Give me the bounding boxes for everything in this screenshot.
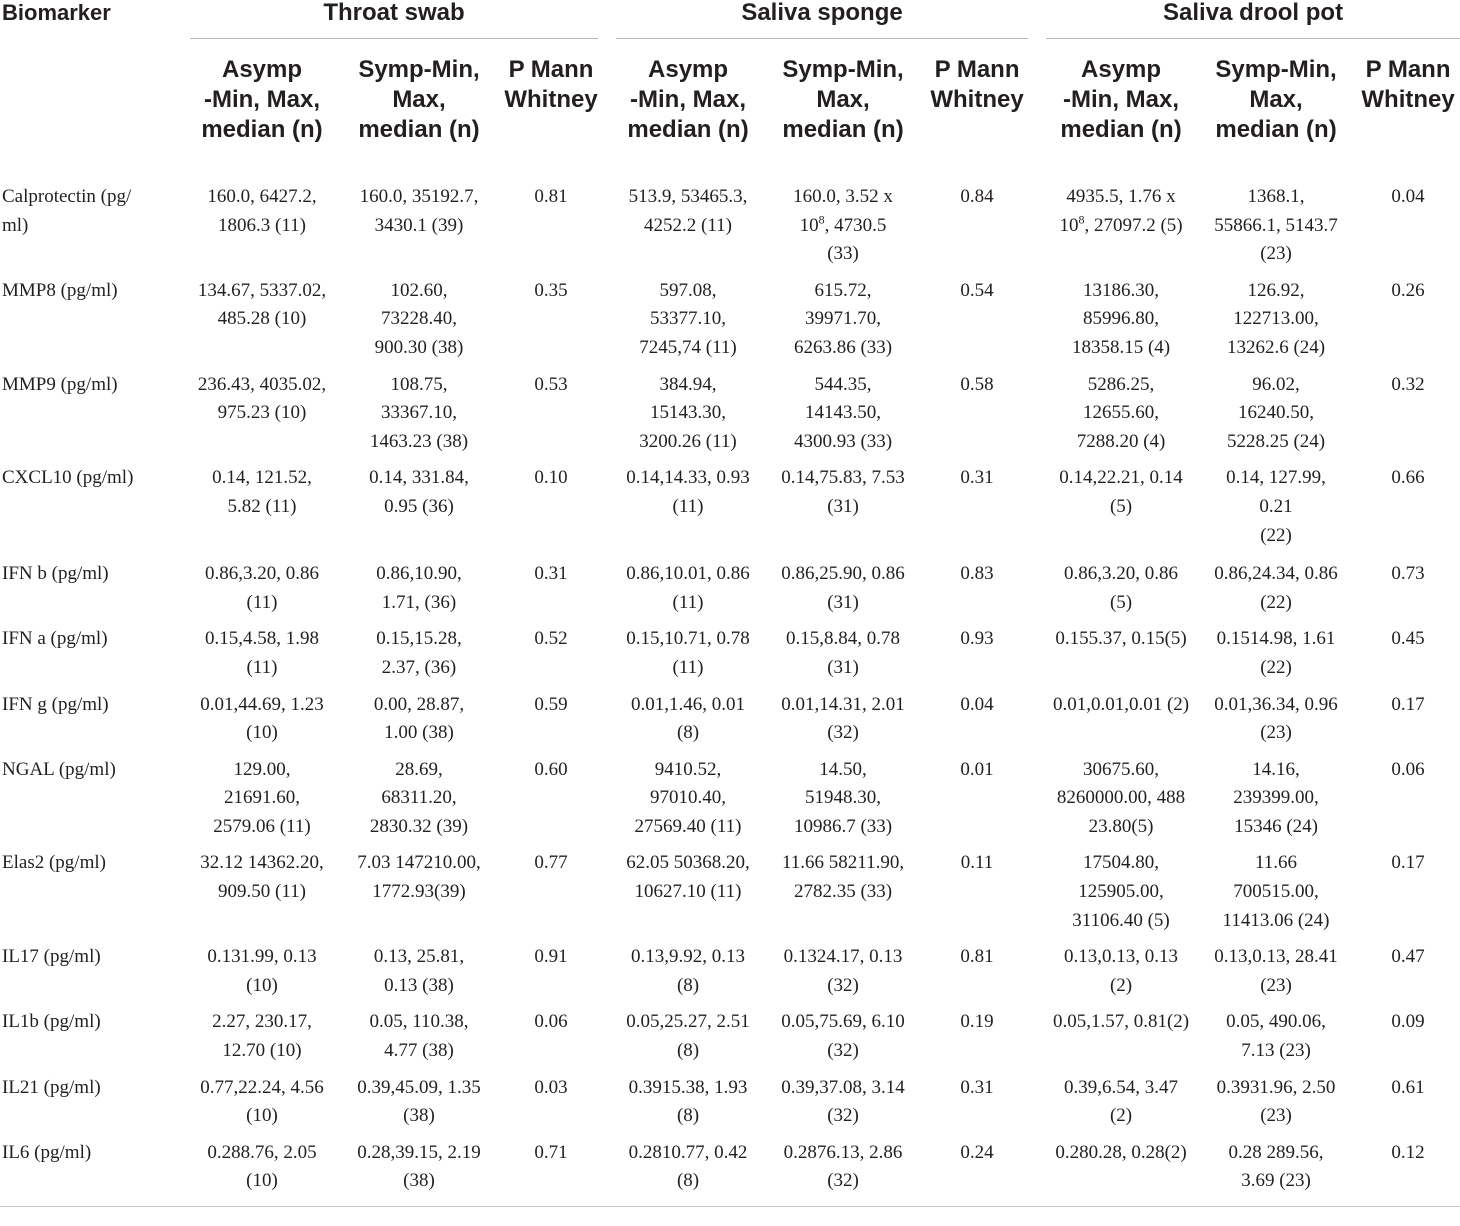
asymp-value: 134.67, 5337.02, 485.28 (10): [197, 279, 327, 330]
table-header: [0, 0, 1460, 165]
p-value: 0.61: [1391, 1076, 1425, 1098]
symp-value: 0.01,14.31, 2.01 (32): [781, 693, 905, 744]
symp-value: 0.1324.17, 0.13 (32): [783, 946, 903, 996]
symp-value: 96.02, 16240.50, 5228.25 (24): [1226, 373, 1326, 452]
asymp-value: 0.13,9.92, 0.13 (8): [631, 946, 746, 996]
symp-value: 0.1514.98, 1.61 (22): [1216, 628, 1336, 678]
p-value: 0.59: [534, 693, 568, 715]
asymp-value: 2.27, 230.17, 12.70 (10): [212, 1011, 312, 1062]
header-asymp: Asymp -Min, Max, median (n): [201, 56, 323, 143]
symp-value: 28.69, 68311.20, 2830.32 (39): [369, 758, 469, 837]
asymp-value: 13186.30, 85996.80, 18358.15 (4): [1071, 279, 1171, 358]
symp-value: 14.16, 239399.00, 15346 (24): [1233, 758, 1319, 837]
group-gap: [1028, 1139, 1046, 1207]
header-asymp: Asymp -Min, Max, median (n): [627, 56, 749, 143]
asymp-value: 17504.80, 125905.00, 31106.40 (5): [1072, 852, 1170, 931]
biomarker-name: Calprotectin (pg/ ml): [2, 186, 132, 236]
header-p-mann-whitney: P Mann Whitney: [504, 56, 598, 113]
asymp-value: 9410.52, 97010.40, 27569.40 (11): [634, 758, 742, 837]
p-value: 0.53: [534, 373, 568, 395]
group-gap: [598, 371, 616, 465]
symp-value: 102.60, 73228.40, 900.30 (38): [374, 279, 464, 358]
asymp-value: 236.43, 4035.02, 975.23 (10): [197, 373, 327, 424]
asymp-value: 30675.60, 8260000.00, 488 23.80(5): [1056, 758, 1186, 837]
asymp-value: 0.05,1.57, 0.81(2): [1052, 1011, 1190, 1033]
biomarker-name: IFN b (pg/ml): [2, 563, 109, 585]
group-throat-swab: Throat swab: [190, 0, 598, 39]
asymp-value: 597.08, 53377.10, 7245,74 (11): [639, 279, 737, 358]
symp-value: 0.15,15.28, 2.37, (36): [376, 628, 462, 678]
group-gap: [1028, 625, 1046, 690]
table-row: [0, 1139, 1460, 1207]
table-row: [0, 1074, 1460, 1139]
group-gap: [598, 1074, 616, 1139]
symp-value: 0.86,24.34, 0.86 (22): [1214, 563, 1338, 613]
p-value: 0.93: [960, 628, 994, 650]
asymp-value: 0.13,0.13, 0.13 (2): [1064, 946, 1179, 996]
p-value: 0.31: [534, 563, 568, 585]
biomarker-name: IL6 (pg/ml): [0, 1139, 190, 1207]
header-p-mann-whitney: P Mann Whitney: [1361, 56, 1455, 113]
asymp-value: 0.2810.77, 0.42 (8): [616, 1139, 760, 1207]
asymp-value: 0.14, 121.52, 5.82 (11): [212, 467, 312, 517]
group-gap: [1028, 464, 1046, 560]
p-value: 0.01: [960, 758, 994, 780]
table-row: [0, 464, 1460, 560]
p-value: 0.31: [960, 1076, 994, 1098]
symp-value: 615.72, 39971.70, 6263.86 (33): [793, 279, 893, 358]
p-value: 0.19: [960, 1011, 994, 1033]
p-value: 0.73: [1391, 563, 1425, 585]
biomarker-name: IL1b (pg/ml): [2, 1011, 101, 1033]
p-value: 0.52: [534, 628, 568, 650]
table-row: [0, 943, 1460, 1008]
header-biomarker: Biomarker: [2, 0, 111, 25]
symp-value: 0.39,45.09, 1.35 (38): [357, 1076, 481, 1127]
asymp-value: 0.15,10.71, 0.78 (11): [626, 628, 750, 678]
header-p-mann-whitney: P Mann Whitney: [930, 56, 1024, 113]
group-gap: [598, 39, 616, 166]
group-gap: [598, 943, 616, 1008]
symp-value: 0.05, 110.38, 4.77 (38): [369, 1011, 469, 1062]
asymp-value: 0.86,3.20, 0.86 (11): [205, 563, 319, 613]
p-value: 0.60: [534, 758, 568, 780]
group-gap: [1028, 0, 1046, 39]
symp-value: 14.50, 51948.30, 10986.7 (33): [793, 758, 893, 837]
asymp-value: 0.86,10.01, 0.86 (11): [626, 563, 750, 613]
asymp-value: 129.00, 21691.60, 2579.06 (11): [213, 758, 311, 837]
symp-value: 0.14, 331.84, 0.95 (36): [369, 467, 469, 517]
header-symp: Symp-Min, Max, median (n): [1215, 56, 1337, 143]
asymp-value: 0.77,22.24, 4.56 (10): [200, 1076, 324, 1127]
p-value: 0.31: [960, 467, 994, 489]
symp-value: 0.14,75.83, 7.53 (31): [781, 467, 905, 517]
p-value: 0.83: [960, 563, 994, 585]
header-symp: Symp-Min, Max, median (n): [358, 56, 480, 143]
biomarker-name: MMP9 (pg/ml): [2, 373, 118, 395]
symp-value: 0.13, 25.81, 0.13 (38): [373, 946, 465, 996]
symp-value: 0.86,25.90, 0.86 (31): [781, 563, 905, 613]
p-value: 0.77: [534, 852, 568, 874]
group-gap: [1028, 1008, 1046, 1073]
p-value: 0.26: [1391, 279, 1425, 301]
biomarker-name: IFN a (pg/ml): [2, 628, 108, 650]
table-row: [0, 371, 1460, 465]
p-value: 0.81: [960, 946, 994, 968]
symp-value: 11.66 700515.00, 11413.06 (24): [1222, 852, 1330, 931]
p-value: 0.91: [534, 946, 568, 968]
biomarker-name: IL21 (pg/ml): [2, 1076, 101, 1098]
asymp-value: 0.14,14.33, 0.93 (11): [626, 467, 750, 517]
p-value: 0.06: [534, 1011, 568, 1033]
asymp-value: 0.155.37, 0.15(5): [1055, 628, 1187, 650]
symp-value: 108.75, 33367.10, 1463.23 (38): [369, 373, 469, 452]
group-gap: [1028, 756, 1046, 850]
table-row: [0, 165, 1460, 277]
asymp-value: 0.288.76, 2.05 (10): [190, 1139, 334, 1207]
symp-value: 0.05,75.69, 6.10 (32): [781, 1011, 905, 1062]
symp-value: 0.05, 490.06, 7.13 (23): [1226, 1011, 1326, 1062]
p-value: 0.81: [534, 186, 568, 207]
group-saliva-sponge: Saliva sponge: [616, 0, 1028, 39]
table-body: [0, 165, 1460, 1207]
biomarker-name: NGAL (pg/ml): [2, 758, 116, 780]
asymp-value: 0.01,0.01,0.01 (2): [1052, 693, 1190, 715]
table-row: [0, 756, 1460, 850]
symp-value: 0.39,37.08, 3.14 (32): [781, 1076, 905, 1127]
asymp-value: 0.01,1.46, 0.01 (8): [631, 693, 746, 744]
asymp-value: 0.01,44.69, 1.23 (10): [200, 693, 324, 744]
group-gap: [1028, 371, 1046, 465]
p-value: 0.24: [926, 1139, 1028, 1207]
asymp-value: 0.86,3.20, 0.86 (5): [1064, 563, 1179, 613]
group-gap: [598, 849, 616, 943]
header-symp: Symp-Min, Max, median (n): [782, 56, 904, 143]
p-value: 0.58: [960, 373, 994, 395]
symp-value: 0.28,39.15, 2.19 (38): [334, 1139, 504, 1207]
p-value: 0.17: [1391, 693, 1425, 715]
table-row: [0, 691, 1460, 756]
group-gap: [598, 560, 616, 625]
asymp-value: 160.0, 6427.2, 1806.3 (11): [207, 186, 317, 236]
p-value: 0.09: [1391, 1011, 1425, 1033]
asymp-value: 0.14,22.21, 0.14 (5): [1059, 467, 1183, 517]
asymp-value: 0.280.28, 0.28(2): [1046, 1139, 1196, 1207]
symp-value: 0.3931.96, 2.50 (23): [1216, 1076, 1336, 1127]
p-value: 0.66: [1391, 467, 1425, 489]
biomarker-name: IFN g (pg/ml): [2, 693, 109, 715]
group-gap: [1028, 560, 1046, 625]
asymp-value: 0.39,6.54, 3.47 (2): [1064, 1076, 1179, 1127]
group-gap: [1028, 165, 1046, 277]
p-value: 0.04: [1391, 186, 1425, 207]
biomarker-name: Elas2 (pg/ml): [2, 852, 106, 874]
table-row: [0, 277, 1460, 371]
group-gap: [1028, 1074, 1046, 1139]
biomarker-name: IL17 (pg/ml): [2, 946, 101, 968]
group-gap: [1028, 849, 1046, 943]
symp-value: 0.01,36.34, 0.96 (23): [1214, 693, 1338, 744]
group-gap: [598, 756, 616, 850]
asymp-value: 5286.25, 12655.60, 7288.20 (4): [1076, 373, 1166, 452]
asymp-value: 384.94, 15143.30, 3200.26 (11): [639, 373, 737, 452]
symp-value: 11.66 58211.90, 2782.35 (33): [781, 852, 905, 903]
table-row: [0, 1008, 1460, 1073]
symp-value: 0.86,10.90, 1.71, (36): [376, 563, 462, 613]
p-value: 0.12: [1356, 1139, 1460, 1207]
p-value: 0.35: [534, 279, 568, 301]
biomarker-name: CXCL10 (pg/ml): [2, 467, 134, 489]
p-value: 0.17: [1391, 852, 1425, 874]
group-gap: [1028, 691, 1046, 756]
symp-value: 544.35, 14143.50, 4300.93 (33): [793, 373, 893, 452]
table-row: [0, 849, 1460, 943]
group-gap: [598, 0, 616, 39]
p-value: 0.71: [504, 1139, 598, 1207]
group-gap: [1028, 277, 1046, 371]
asymp-value: 0.3915.38, 1.93 (8): [628, 1076, 748, 1127]
p-value: 0.47: [1391, 946, 1425, 968]
symp-value: 7.03 147210.00, 1772.93(39): [357, 852, 481, 903]
header-asymp: Asymp -Min, Max, median (n): [1060, 56, 1182, 143]
biomarker-name: MMP8 (pg/ml): [2, 279, 118, 301]
group-gap: [598, 1139, 616, 1207]
group-gap: [598, 464, 616, 560]
p-value: 0.04: [960, 693, 994, 715]
p-value: 0.32: [1391, 373, 1425, 395]
table-row: [0, 560, 1460, 625]
asymp-value: 4935.5, 1.76 x $10^8$, 27097.2 (5): [1059, 186, 1183, 236]
symp-value: 160.0, 35192.7, 3430.1 (39): [359, 186, 479, 236]
group-gap: [1028, 39, 1046, 166]
asymp-value: 62.05 50368.20, 10627.10 (11): [626, 852, 750, 903]
group-gap: [598, 691, 616, 756]
symp-value: 0.00, 28.87, 1.00 (38): [373, 693, 465, 744]
symp-value: 0.28 289.56, 3.69 (23): [1196, 1139, 1356, 1207]
symp-value: 0.14, 127.99, 0.21 (22): [1226, 467, 1326, 546]
symp-value: 0.13,0.13, 28.41 (23): [1214, 946, 1338, 996]
table-row: [0, 625, 1460, 690]
asymp-value: 0.05,25.27, 2.51 (8): [626, 1011, 750, 1062]
asymp-value: 513.9, 53465.3, 4252.2 (11): [628, 186, 748, 236]
group-saliva-drool-pot: Saliva drool pot: [1046, 0, 1460, 39]
symp-value: 0.2876.13, 2.86 (32): [760, 1139, 926, 1207]
asymp-value: 0.131.99, 0.13 (10): [207, 946, 317, 996]
group-gap: [598, 277, 616, 371]
p-value: 0.45: [1391, 628, 1425, 650]
symp-value: 160.0, 3.52 x $10^8$, 4730.5 (33): [793, 186, 893, 265]
symp-value: 0.15,8.84, 0.78 (31): [786, 628, 901, 678]
symp-value: 126.92, 122713.00, 13262.6 (24): [1226, 279, 1326, 358]
p-value: 0.03: [534, 1076, 568, 1098]
asymp-value: 32.12 14362.20, 909.50 (11): [200, 852, 324, 903]
p-value: 0.10: [534, 467, 568, 489]
p-value: 0.06: [1391, 758, 1425, 780]
symp-value: 1368.1, 55866.1, 5143.7 (23): [1214, 186, 1338, 265]
p-value: 0.84: [960, 186, 994, 207]
group-gap: [598, 625, 616, 690]
group-gap: [598, 165, 616, 277]
asymp-value: 0.15,4.58, 1.98 (11): [205, 628, 319, 678]
group-gap: [598, 1008, 616, 1073]
p-value: 0.54: [960, 279, 994, 301]
group-gap: [1028, 943, 1046, 1008]
p-value: 0.11: [960, 852, 994, 874]
